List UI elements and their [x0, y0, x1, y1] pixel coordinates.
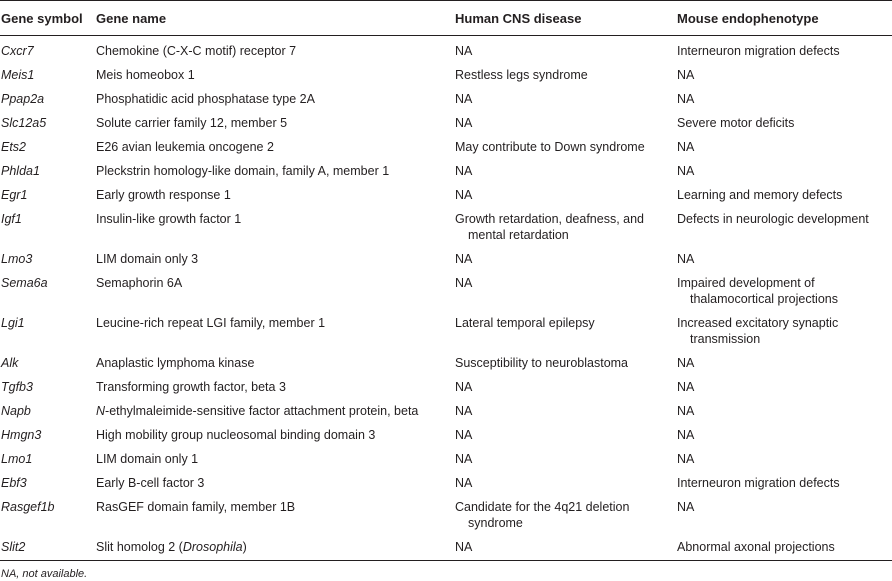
mouse-endophenotype-cell — [677, 311, 892, 351]
gene-symbol-cell: Lgi1 — [1, 316, 25, 330]
human-cns-disease-cell — [455, 311, 677, 351]
gene-name-cell: Meis homeobox 1 — [96, 68, 195, 82]
mouse-endophenotype-cell — [677, 375, 892, 399]
human-cns-disease-text: NA — [455, 252, 473, 266]
table-row — [0, 183, 892, 207]
mouse-endophenotype-cell — [677, 36, 892, 64]
mouse-endophenotype-text: NA — [677, 452, 695, 466]
gene-name-cell: LIM domain only 3 — [96, 252, 199, 266]
gene-symbol-cell: Lmo1 — [1, 452, 33, 466]
mouse-endophenotype-cell — [677, 87, 892, 111]
gene-name-prefix: N — [96, 404, 106, 418]
mouse-endophenotype-text: Interneuron migration defects — [677, 44, 840, 58]
gene-symbol-cell: Lmo3 — [1, 252, 33, 266]
gene-name-cell: Solute carrier family 12, member 5 — [96, 116, 288, 130]
table-row — [0, 535, 892, 561]
mouse-endophenotype-text: Defects in neurologic development — [677, 212, 869, 226]
mouse-endophenotype-text: NA — [677, 356, 695, 370]
human-cns-disease-cell — [455, 471, 677, 495]
human-cns-disease-cell — [455, 63, 677, 87]
gene-symbol-cell: Meis1 — [1, 68, 35, 82]
human-cns-disease-cell — [455, 423, 677, 447]
gene-name-cell: Chemokine (C-X-C motif) receptor 7 — [96, 44, 297, 58]
table-row — [0, 311, 892, 351]
gene-symbol-cell: Alk — [1, 356, 19, 370]
mouse-endophenotype-cell — [677, 535, 892, 561]
mouse-endophenotype-text: NA — [677, 92, 695, 106]
gene-symbol-cell: Slit2 — [0, 535, 96, 561]
gene-symbol-cell: Napb — [1, 404, 31, 418]
mouse-endophenotype-text: Learning and memory defects — [677, 188, 843, 202]
human-cns-disease-cell — [455, 207, 677, 247]
gene-symbol-cell: Tgfb3 — [1, 380, 33, 394]
human-cns-disease-text: NA — [455, 164, 473, 178]
human-cns-disease-cell — [455, 447, 677, 471]
mouse-endophenotype-cell — [677, 447, 892, 471]
table-row — [0, 471, 892, 495]
human-cns-disease-text: NA — [455, 188, 473, 202]
mouse-endophenotype-text: Severe motor deficits — [677, 116, 795, 130]
mouse-endophenotype-cell — [677, 111, 892, 135]
gene-name-cell: Anaplastic lymphoma kinase — [96, 356, 255, 370]
header-gene-symbol: Gene symbol — [0, 1, 96, 36]
human-cns-disease-cell — [455, 351, 677, 375]
gene-name-cell: Transforming growth factor, beta 3 — [96, 380, 286, 394]
table-row — [0, 375, 892, 399]
human-cns-disease-cell — [455, 535, 677, 561]
human-cns-disease-cell — [455, 271, 677, 311]
gene-symbol-cell: Igf1 — [1, 212, 22, 226]
mouse-endophenotype-text: Abnormal axonal projections — [677, 540, 835, 554]
header-mouse-endophenotype: Mouse endophenotype — [677, 1, 892, 36]
human-cns-disease-cell — [455, 375, 677, 399]
mouse-endophenotype-cell — [677, 271, 892, 311]
gene-symbol-cell: Phlda1 — [1, 164, 40, 178]
table-row — [0, 351, 892, 375]
mouse-endophenotype-text: NA — [677, 68, 695, 82]
mouse-endophenotype-cell — [677, 247, 892, 271]
table-row — [0, 36, 892, 64]
header-row — [0, 1, 892, 36]
table-row — [0, 447, 892, 471]
gene-name-cell: LIM domain only 1 — [96, 452, 199, 466]
mouse-endophenotype-cell — [677, 135, 892, 159]
mouse-endophenotype-text: NA — [677, 380, 695, 394]
gene-symbol-cell: Sema6a — [1, 276, 48, 290]
mouse-endophenotype-text: Interneuron migration defects — [677, 476, 840, 490]
table-row — [0, 207, 892, 247]
human-cns-disease-text: NA — [455, 404, 473, 418]
gene-name-cell — [96, 399, 455, 423]
mouse-endophenotype-cell — [677, 495, 892, 535]
human-cns-disease-text: NA — [455, 44, 473, 58]
mouse-endophenotype-cell — [677, 207, 892, 247]
gene-symbol-cell: Slc12a5 — [1, 116, 47, 130]
mouse-endophenotype-cell — [677, 63, 892, 87]
mouse-endophenotype-cell — [677, 471, 892, 495]
human-cns-disease-text: NA — [455, 428, 473, 442]
mouse-endophenotype-text: NA — [677, 404, 695, 418]
mouse-endophenotype-text: NA — [677, 428, 695, 442]
table-row — [0, 87, 892, 111]
human-cns-disease-text: Growth retardation, deafness, and mental retardation — [455, 212, 645, 242]
human-cns-disease-text: May contribute to Down syndrome — [455, 140, 645, 154]
header-gene-name: Gene name — [96, 1, 455, 36]
mouse-endophenotype-text: NA — [677, 164, 695, 178]
human-cns-disease-text: NA — [455, 452, 473, 466]
human-cns-disease-cell — [455, 36, 677, 64]
mouse-endophenotype-cell — [677, 183, 892, 207]
table-row — [0, 495, 892, 535]
gene-symbol-cell: Rasgef1b — [1, 500, 55, 514]
gene-name-suffix: ) — [242, 540, 247, 554]
mouse-endophenotype-text: NA — [677, 252, 695, 266]
human-cns-disease-text: NA — [455, 92, 473, 106]
gene-symbol-cell: Ets2 — [1, 140, 27, 154]
human-cns-disease-text: Restless legs syndrome — [455, 68, 588, 82]
mouse-endophenotype-cell — [677, 399, 892, 423]
gene-name-cell — [96, 535, 455, 561]
mouse-endophenotype-text: Impaired development of thalamocortical projections — [677, 276, 838, 306]
table-row — [0, 159, 892, 183]
gene-name-text: -ethylmaleimide-sensitive factor attachment protein, beta — [105, 404, 419, 418]
table-row — [0, 271, 892, 311]
table-row — [0, 423, 892, 447]
human-cns-disease-cell — [455, 399, 677, 423]
mouse-endophenotype-text: Increased excitatory synaptic transmission — [677, 316, 839, 346]
human-cns-disease-text: Lateral temporal epilepsy — [455, 316, 595, 330]
gene-name-italic: Drosophila — [182, 540, 243, 554]
gene-name-text: Slit homolog 2 ( — [96, 540, 183, 554]
human-cns-disease-cell — [455, 247, 677, 271]
mouse-endophenotype-text: NA — [677, 500, 695, 514]
gene-symbol-cell: Ebf3 — [1, 476, 27, 490]
human-cns-disease-cell — [455, 159, 677, 183]
gene-name-cell: E26 avian leukemia oncogene 2 — [96, 140, 274, 154]
human-cns-disease-text: Candidate for the 4q21 deletion syndrome — [455, 500, 630, 530]
table-header — [0, 1, 892, 36]
gene-name-cell: High mobility group nucleosomal binding domain 3 — [96, 428, 376, 442]
gene-name-cell: Early B-cell factor 3 — [96, 476, 205, 490]
gene-name-cell: Insulin-like growth factor 1 — [96, 212, 242, 226]
gene-name-cell: RasGEF domain family, member 1B — [96, 500, 296, 514]
human-cns-disease-text: Susceptibility to neuroblastoma — [455, 356, 629, 370]
human-cns-disease-cell — [455, 135, 677, 159]
human-cns-disease-text: NA — [455, 380, 473, 394]
human-cns-disease-cell — [455, 111, 677, 135]
human-cns-disease-text: NA — [455, 276, 473, 290]
table-row — [0, 111, 892, 135]
mouse-endophenotype-cell — [677, 351, 892, 375]
gene-name-cell: Phosphatidic acid phosphatase type 2A — [96, 92, 315, 106]
table-row — [0, 135, 892, 159]
gene-name-cell: Early growth response 1 — [96, 188, 231, 202]
human-cns-disease-text: NA — [455, 476, 473, 490]
table-row — [0, 399, 892, 423]
human-cns-disease-text: NA — [455, 540, 473, 554]
human-cns-disease-cell — [455, 87, 677, 111]
gene-symbol-cell: Hmgn3 — [1, 428, 42, 442]
mouse-endophenotype-text: NA — [677, 140, 695, 154]
gene-name-cell: Semaphorin 6A — [96, 276, 183, 290]
gene-symbol-cell: Cxcr7 — [1, 44, 34, 58]
human-cns-disease-cell — [455, 495, 677, 535]
table-row — [0, 63, 892, 87]
gene-name-cell: Pleckstrin homology-like domain, family A, member 1 — [96, 164, 390, 178]
footnote: NA, not available. — [1, 568, 88, 580]
mouse-endophenotype-cell — [677, 159, 892, 183]
mouse-endophenotype-cell — [677, 423, 892, 447]
human-cns-disease-text: NA — [455, 116, 473, 130]
table-row — [0, 247, 892, 271]
table-body — [0, 36, 892, 561]
gene-name-cell: Leucine-rich repeat LGI family, member 1 — [96, 316, 326, 330]
gene-symbol-cell: Ppap2a — [1, 92, 45, 106]
header-human-cns-disease: Human CNS disease — [455, 1, 677, 36]
gene-symbol-cell: Egr1 — [1, 188, 28, 202]
human-cns-disease-cell — [455, 183, 677, 207]
